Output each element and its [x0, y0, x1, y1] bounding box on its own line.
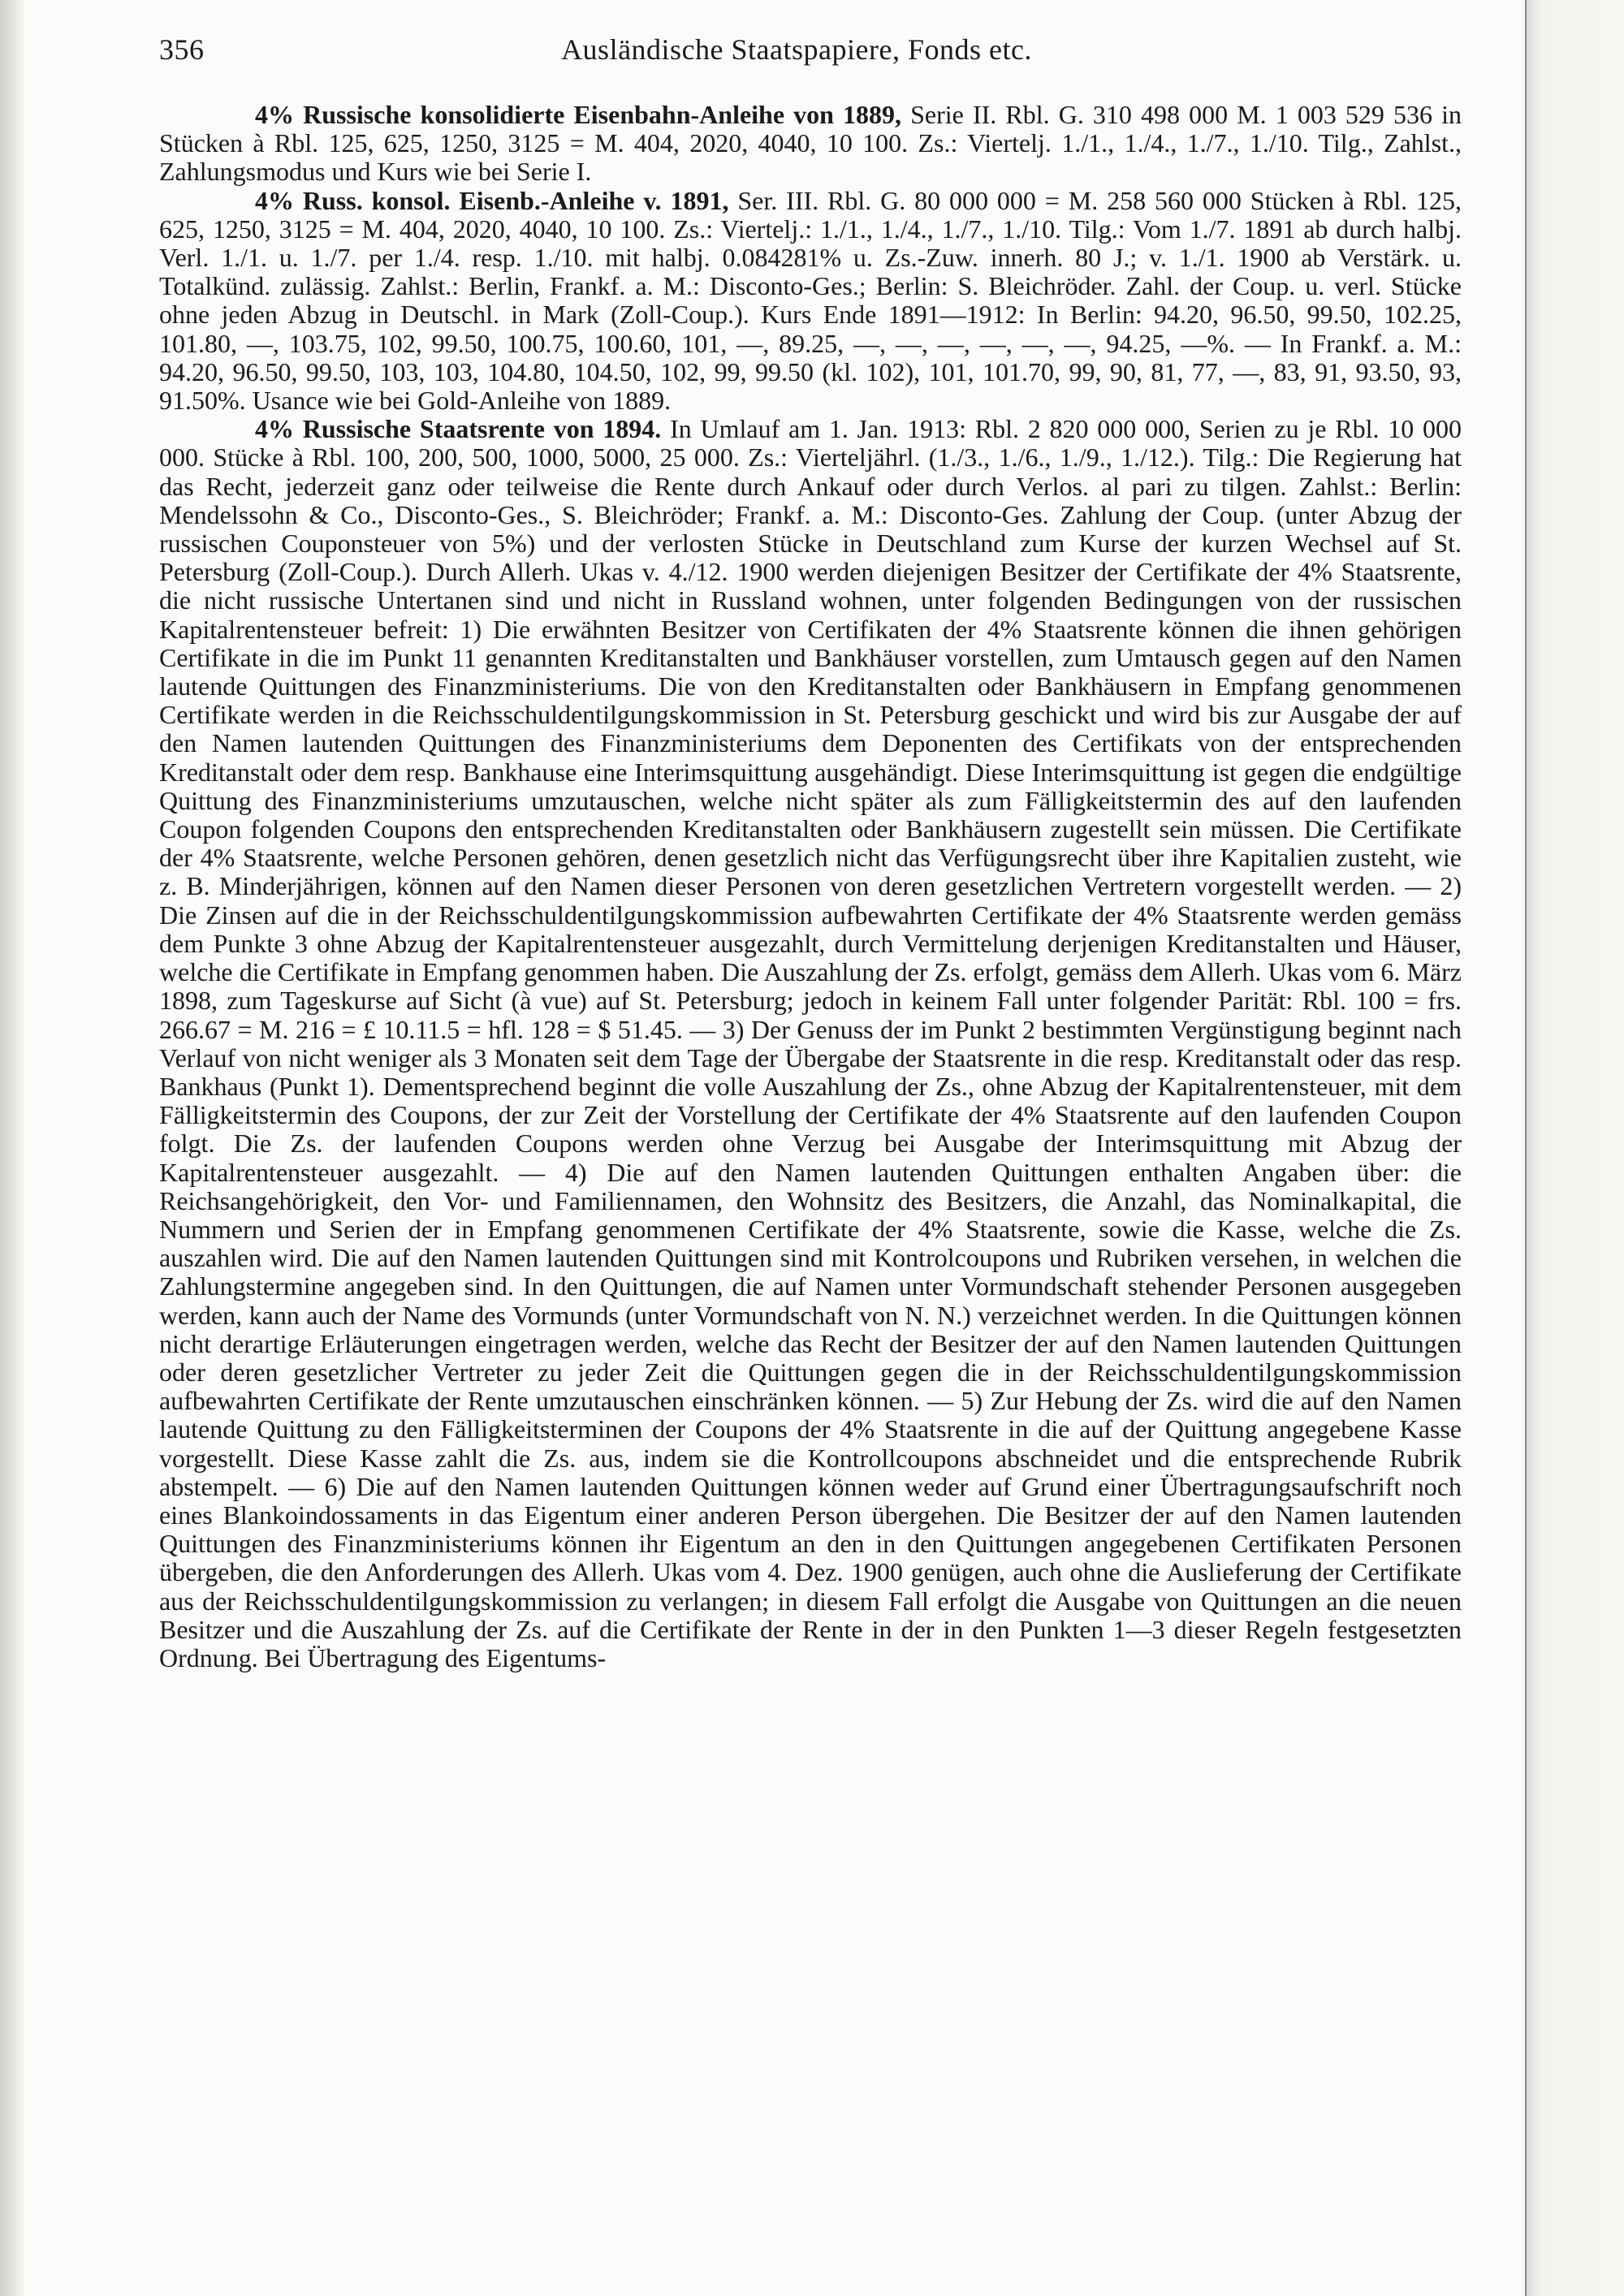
entry-heading: 4% Russ. konsol. Eisenb.-Anleihe v. 1891, [255, 185, 729, 215]
entry-text: Ser. III. Rbl. G. 80 000 000 = M. 258 560 000 Stücken à Rbl. 125, 625, 1250, 3125 = M. 404, 2020, 4040, 10 100. Zs.: Viertelj.: 1./1., 1./4., 1./7., 1./10. Tilg.: Vom 1./7. 1891 ab durch halbj. Verl. 1./1. u. 1./7. per 1./4. resp. 1./10. mit halbj. 0.084281% u. Zs.-Zuw. innerh. 80 J.; v. 1./1. 1900 ab Verstärk. u. Totalkünd. zulässig. Zahlst.: Berlin, Frankf. a. M.: Disconto-Ges.; Berlin: S. Bleichröder. Zahl. der Coup. u. verl. Stücke ohne jeden Abzug in Deutschl. in Mark (Zoll-Coup.). Kurs Ende 1891—1912: In Berlin: 94.20, 96.50, 99.50, 102.25, 101.80, —, 103.75, 102, 99.50, 100.75, 100.60, 101, —, 89.25, —, —, —, —, —, —, 94.25, —%. — In Frankf. a. M.: 94.20, 96.50, 99.50, 103, 103, 104.80, 104.50, 102, 99, 99.50 (kl. 102), 101, 101.70, 99, 90, 81, 77, —, 83, 91, 93.50, 93, 91.50%. Usance wie bei Gold-Anleihe von 1889. [159, 185, 1462, 416]
entry-heading: 4% Russische Staatsrente von 1894. [255, 414, 662, 444]
entry-1894 [159, 415, 1462, 1672]
entry-1889 [159, 101, 1462, 187]
page-gutter-shadow [0, 0, 24, 2296]
entry-text: Serie II. Rbl. G. 310 498 000 M. 1 003 529 536 in Stücken à Rbl. 125, 625, 1250, 3125 = M. 404, 2020, 4040, 10 100. Zs.: Viertelj. 1./1., 1./4., 1./7., 1./10. Tilg., Zahlst., Zahlungsmodus und Kurs wie bei Serie I. [159, 101, 1462, 187]
entry-heading: 4% Russische konsolidierte Eisenbahn-Anleihe von 1889, [255, 101, 902, 129]
entry-text: In Umlauf am 1. Jan. 1913: Rbl. 2 820 000 000, Serien zu je Rbl. 10 000 000. Stücke à Rbl. 100, 200, 500, 1000, 5000, 25 000. Zs.: Vierteljährl. (1./3., 1./6., 1./9., 1./12.). Tilg.: Die Regierung hat das Recht, jederzeit ganz oder teilweise die Rente durch Ankauf oder durch Verlos. al pari zu tilgen. Zahlst.: Berlin: Mendelssohn & Co., Disconto-Ges., S. Bleichröder; Frankf. a. M.: Disconto-Ges. Zahlung der Coup. (unter Abzug der russischen Couponsteuer von 5%) und der verlosten Stücke in Deutschland zum Kurse der kurzen Wechsel auf St. Petersburg (Zoll-Coup.). Durch Allerh. Ukas v. 4./12. 1900 werden diejenigen Besitzer der Certifikate der 4% Staatsrente, die nicht russische Untertanen sind und nicht in Russland wohnen, unter folgenden Bedingungen von der russischen Kapitalrentensteuer befreit: 1) Die erwähnten Besitzer von Certifikaten der 4% Staatsrente können die ihnen gehörigen Certifikate in die im Punkt 11 genannten Kreditanstalten und Bankhäuser vorstellen, zum Umtausch gegen auf den Namen lautende Quittungen des Finanzministeriums. Die von den Kreditanstalten oder Bankhäusern in Empfang genommenen Certifikate werden in die Reichsschuldentilgungskommission in St. Petersburg geschickt und wird bis zur Ausgabe der auf den Namen lautenden Quittungen des Finanzministeriums dem Deponenten des Certifikats von der entsprechenden Kreditanstalt oder dem resp. Bankhause eine Interimsquittung ausgehändigt. Diese Interimsquittung ist gegen die endgültige Quittung des Finanzministeriums umzutauschen, welche nicht später als zum Fälligkeitstermin des auf den laufenden Coupon folgenden Coupons den entsprechenden Kreditanstalten oder Bankhäusern zugestellt sein müssen. Die Certifikate der 4% Staatsrente, welche Personen gehören, denen gesetzlich nicht das Verfügungsrecht über ihre Kapitalien zusteht, wie z. B. Minderjährigen, können auf den Namen dieser Personen von deren gesetzlichen Vertretern vorgestellt werden. — 2) Die Zinsen auf die in der Reichsschuldentilgungskommission aufbewahrten Certifikate der 4% Staatsrente werden gemäss dem Punkte 3 ohne Abzug der Kapitalrentensteuer ausgezahlt, durch Vermittelung derjenigen Kreditanstalten und Häuser, welche die Certifikate in Empfang genommen haben. Die Auszahlung der Zs. erfolgt, gemäss dem Allerh. Ukas vom 6. März 1898, zum Tageskurse auf Sicht (à vue) auf St. Petersburg; jedoch in keinem Fall unter folgender Parität: Rbl. 100 = frs. 266.67 = M. 216 = £ 10.11.5 = hfl. 128 = $ 51.45. — 3) Der Genuss der im Punkt 2 bestimmten Vergünstigung beginnt nach Verlauf von nicht weniger als 3 Monaten seit dem Tage der Übergabe der Staatsrente in die resp. Kreditanstalt oder das resp. Bankhaus (Punkt 1). Dementsprechend beginnt die volle Auszahlung der Zs., ohne Abzug der Kapitalrentensteuer, mit dem Fälligkeitstermin des Coupons, der zur Zeit der Vorstellung der Certifikate der 4% Staatsrente auf den laufenden Coupon folgt. Die Zs. der laufenden Coupons werden ohne Verzug bei Ausgabe der Interimsquittung mit Abzug der Kapitalrentensteuer ausgezahlt. — 4) Die auf den Namen lautenden Quittungen enthalten Angaben über: die Reichsangehörigkeit, den Vor- und Familiennamen, den Wohnsitz des Besitzers, die Anzahl, das Nominalkapital, die Nummern und Serien der in Empfang genommenen Certifikate der 4% Staatsrente, sowie die Kasse, welche die Zs. auszahlen wird. Die auf den Namen lautenden Quittungen sind mit Kontrolcoupons und Rubriken versehen, in welchen die Zahlungstermine angegeben sind. In den Quittungen, die auf Namen unter Vormundschaft stehender Personen ausgegeben werden, kann auch der Name des Vormunds (unter Vormundschaft von N. N.) verzeichnet werden. In die Quittungen können nicht derartige Erläuterungen eingetragen werden, welche das Recht der Besitzer der auf den Namen lautenden Quittungen oder deren gesetzlicher Vertreter zu jeder Zeit die Quittungen gegen die in der Reichsschuldentilgungskommission aufbewahrten Certifikate der Rente umzutauschen einschränken können. — 5) Zur Hebung der Zs. wird die auf den Namen lautende Quittung zu den Fälligkeitsterminen der Coupons der 4% Staatsrente in die auf der Quittung angegebene Kasse vorgestellt. Diese Kasse zahlt die Zs. aus, indem sie die Kontrollcoupons abschneidet und die entsprechende Rubrik abstempelt. — 6) Die auf den Namen lautenden Quittungen können weder auf Grund einer Übertragungsaufschrift noch eines Blankoindossaments in das Eigentum einer anderen Person übergehen. Die Besitzer der auf den Namen lautenden Quittungen des Finanzministeriums können ihr Eigentum an den in den Quittungen angegebenen Certifikaten Personen übergeben, die den Anforderungen des Allerh. Ukas vom 4. Dez. 1900 genügen, auch ohne die Auslieferung der Certifikate aus der Reichsschuldentilgungskommission zu verlangen; in diesem Fall erfolgt die Ausgabe von Quittungen an die neuen Besitzer und die Auszahlung der Zs. auf die Certifikate der Rente in der in den Punkten 1—3 dieser Regeln festgesetzten Ordnung. Bei Übertragung des Eigentums- [159, 414, 1462, 1672]
page-body [159, 101, 1462, 2277]
page-header [159, 32, 1434, 78]
page-number: 356 [159, 33, 205, 66]
running-title: Ausländische Staatspapiere, Fonds etc. [561, 33, 1032, 66]
entry-1891 [159, 187, 1462, 416]
adjacent-page-edge [1525, 0, 1624, 2296]
